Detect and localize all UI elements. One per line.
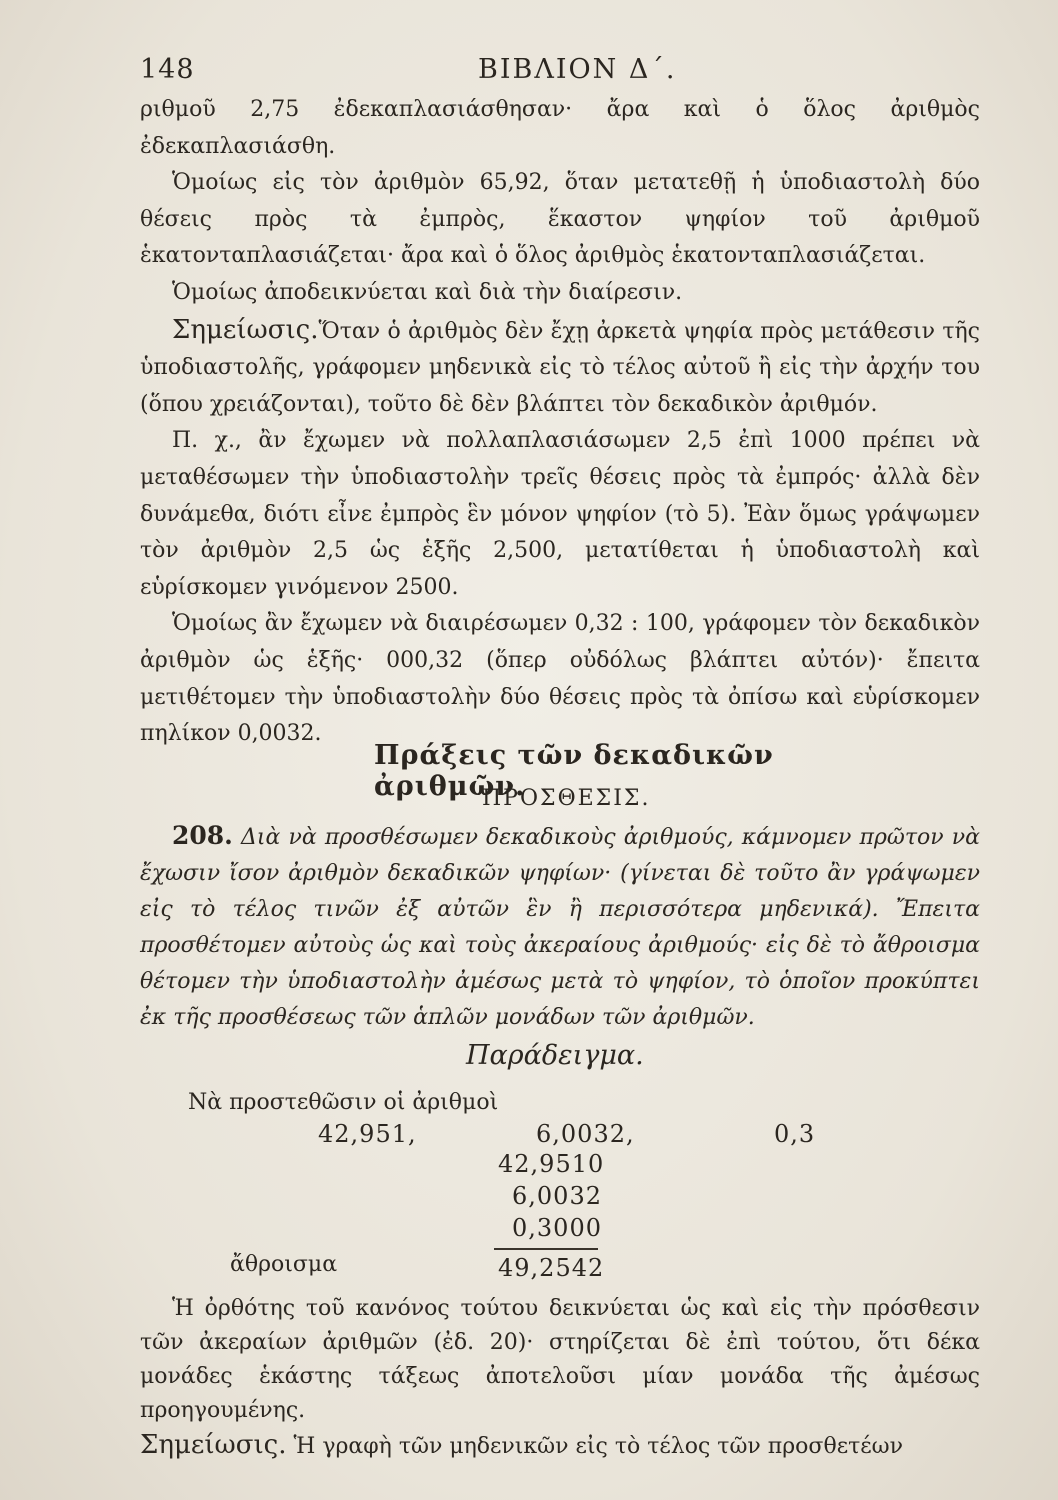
closing-note bbox=[140, 1428, 980, 1464]
sum-value: 49,2542 bbox=[498, 1254, 605, 1282]
note-lead: Σημείωσις. bbox=[172, 314, 319, 345]
closing-note-lead: Σημείωσις. bbox=[140, 1430, 287, 1460]
section-title: Πράξεις τῶν δεκαδικῶν ἀριθμῶν. bbox=[374, 740, 774, 802]
example-intro: Νὰ προστεθῶσιν οἱ ἀριθμοὶ bbox=[188, 1090, 499, 1115]
paragraph-example-6592: Ὁμοίως εἰς τὸν ἀριθμὸν 65,92, ὅταν μετατεθῇ ἡ ὑποδιαστολὴ δύο θέσεις πρὸς τὰ ἐμπρὸς, ἕκαστον ψηφίον τοῦ ἀριθμοῦ ἑκατονταπλασιάζεται· ἄρα καὶ ὁ ὅλος ἀριθμὸς ἑκατονταπλασιάζεται. bbox=[140, 170, 980, 269]
closing-paragraph: Ἡ ὀρθότης τοῦ κανόνος τούτου δεικνύεται ὡς καὶ εἰς τὴν πρόσθεσιν τῶν ἀκεραίων ἀριθμῶν (ἐδ. 20)· στηρίζεται δὲ ἐπὶ τούτου, ὅτι δέκα μονάδες ἑκάστης τάξεως ἀποτελοῦσι μίαν μονάδα τῆς ἀμέσως προηγουμένης. bbox=[140, 1296, 980, 1423]
column-row-3: 0,3000 bbox=[512, 1214, 602, 1242]
addition-rule bbox=[140, 818, 980, 1036]
paragraph-continuation: ριθμοῦ 2,75 ἐδεκαπλασιάσθησαν· ἄρα καὶ ὁ ὅλος ἀριθμὸς ἐδεκαπλασιάσθη. bbox=[140, 97, 980, 159]
closing-note-text: Ἡ γραφὴ τῶν μηδενικῶν εἰς τὸ τέλος τῶν προσθετέων bbox=[293, 1434, 903, 1459]
running-title: ΒΙΒΛΙΟΝ Δ΄. bbox=[478, 54, 677, 85]
rule-text: Διὰ νὰ προσθέσωμεν δεκαδικοὺς ἀριθμούς, κάμνομεν πρῶτον νὰ ἔχωσιν ἴσον ἀριθμὸν δεκαδικῶν ψηφίων· (γίνεται δὲ τοῦτο ἂν γράψωμεν εἰς τὸ τέλος τινῶν ἐξ αὐτῶν ἓν ἢ περισσότερα μηδενικά). Ἔπειτα προσθέτομεν αὐτοὺς ὡς καὶ τοὺς ἀκεραίους ἀριθμούς· εἰς δὲ τὸ ἄθροισμα θέτομεν τὴν ὑποδιαστολὴν ἀμέσως μετὰ τὸ ψηφίον, τὸ ὁποῖον προκύπτει ἐκ τῆς προσθέσεως τῶν ἁπλῶν μονάδων τῶν ἀριθμῶν. bbox=[140, 825, 980, 1030]
page-number: 148 bbox=[140, 54, 195, 85]
paragraph-note bbox=[140, 312, 980, 424]
example-number-1: 42,951, bbox=[318, 1120, 417, 1148]
closing-text bbox=[140, 1292, 980, 1464]
example-title: Παράδειγμα. bbox=[466, 1040, 644, 1071]
section-subtitle: ΠΡΟΣΘΕΣΙΣ. bbox=[482, 786, 651, 811]
main-text bbox=[140, 92, 980, 753]
rule-paragraph bbox=[140, 818, 980, 1036]
note-text: Ὅταν ὁ ἀριθμὸς δὲν ἔχῃ ἀρκετὰ ψηφία πρὸς μετάθεσιν τῆς ὑποδιαστολῆς, γράφομεν μηδενικὰ εἰς τὸ τέλος αὐτοῦ ἢ εἰς τὴν ἀρχήν του (ὅπου χρειάζονται), τοῦτο δὲ δὲν βλάπτει τὸν δεκαδικὸν ἀριθμόν. bbox=[140, 318, 980, 417]
column-row-2: 6,0032 bbox=[512, 1182, 602, 1210]
paragraph-number: 208. bbox=[172, 821, 233, 850]
paragraph-division: Ὁμοίως ἀποδεικνύεται καὶ διὰ τὴν διαίρεσιν. bbox=[172, 279, 683, 305]
example-number-3: 0,3 bbox=[774, 1120, 816, 1148]
paragraph-example-divide: Ὁμοίως ἂν ἔχωμεν νὰ διαιρέσωμεν 0,32 : 100, γράφομεν τὸν δεκαδικὸν ἀριθμὸν ὡς ἑξῆς· 000,32 (ὅπερ οὐδόλως βλάπτει αὐτόν)· ἔπειτα μετιθέτομεν τὴν ὑποδιαστολὴν δύο θέσεις πρὸς τὰ ὀπίσω καὶ εὑρίσκομεν πηλίκον 0,0032. bbox=[140, 611, 980, 747]
paragraph-example-multiply: Π. χ., ἂν ἔχωμεν νὰ πολλαπλασιάσωμεν 2,5 ἐπὶ 1000 πρέπει νὰ μεταθέσωμεν τὴν ὑποδιαστολὴν τρεῖς θέσεις πρὸς τὰ ἐμπρός· ἀλλὰ δὲν δυνάμεθα, διότι εἶνε ἐμπρὸς ἓν μόνον ψηφίον (τὸ 5). Ἐὰν ὅμως γράψωμεν τὸν ἀριθμὸν 2,5 ὡς ἑξῆς 2,500, μετατίθεται ἡ ὑποδιαστολὴ καὶ εὑρίσκομεν γινόμενον 2500. bbox=[140, 428, 980, 600]
sum-label: ἄθροισμα bbox=[230, 1252, 338, 1277]
column-row-1: 42,9510 bbox=[498, 1150, 605, 1178]
example-number-2: 6,0032, bbox=[536, 1120, 635, 1148]
page-header bbox=[0, 44, 1058, 94]
sum-rule-line bbox=[494, 1248, 598, 1250]
